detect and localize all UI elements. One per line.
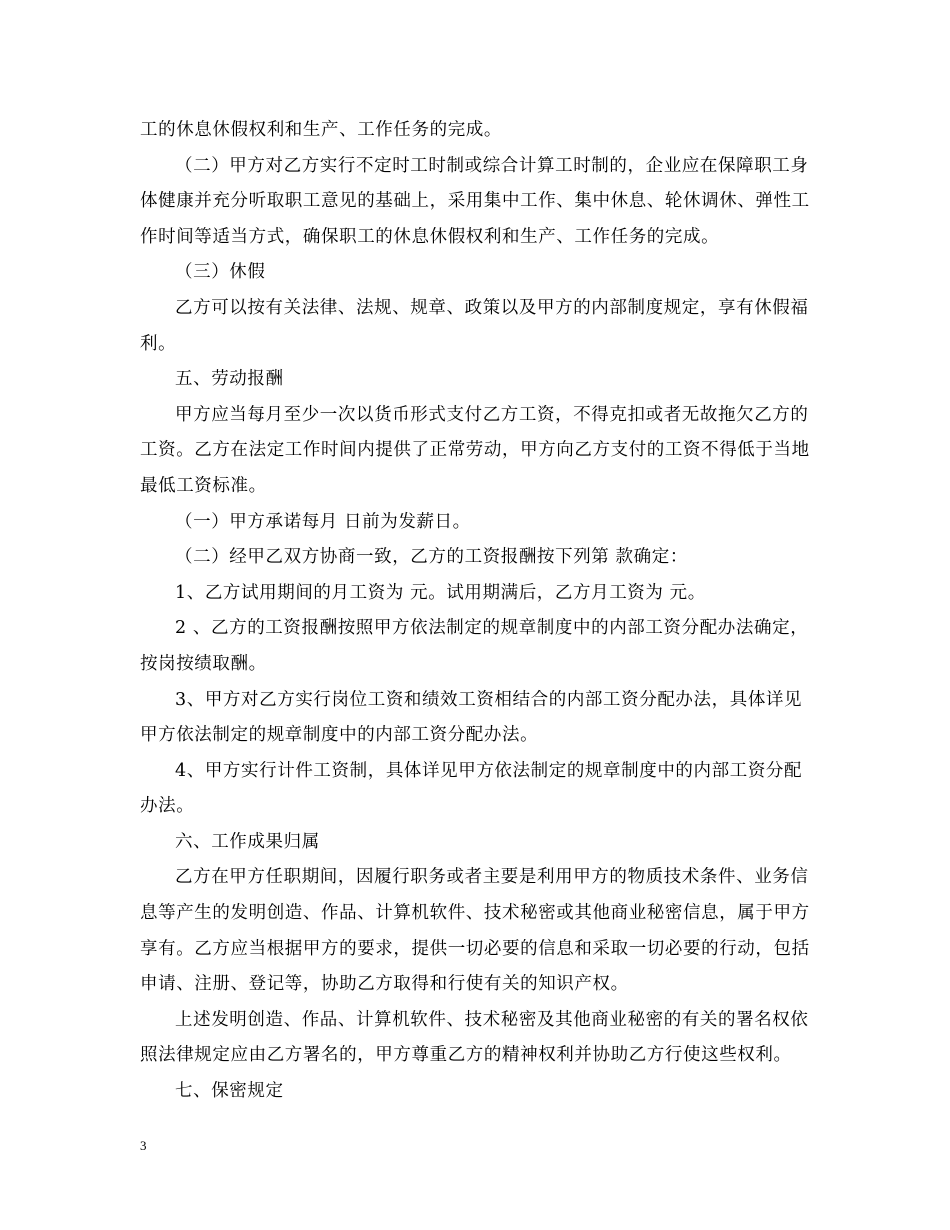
section-heading-confidentiality: 七、保密规定 [175, 1081, 284, 1102]
paragraph-vacation-benefits: 乙方可以按有关法律、法规、规章、政策以及甲方的内部制度规定，享有休假福利。 [140, 297, 809, 354]
heading-vacation: （三）休假 [175, 262, 266, 283]
section-heading-remuneration: 五、劳动报酬 [175, 369, 284, 390]
paragraph-wage-payment: 甲方应当每月至少一次以货币形式支付乙方工资，不得克扣或者无故拖欠乙方的工资。乙方在法定工作时间内提供了正常劳动，甲方向乙方支付的工资不得低于当地最低工资标准。 [140, 404, 810, 496]
clause-position-performance-wage: 3、甲方对乙方实行岗位工资和绩效工资相结合的内部工资分配办法，具体详见甲方依法制定的规章制度中的内部工资分配办法。 [140, 689, 803, 746]
section-heading-work-results: 六、工作成果归属 [175, 831, 320, 852]
paragraph-flexible-hours: （二）甲方对乙方实行不定时工时制或综合计算工时制的，企业应在保障职工身体健康并充分听取职工意见的基础上，采用集中工作、集中休息、轮休调休、弹性工作时间等适当方式，确保职工的休息休假权利和生产、工作任务的完成。 [140, 155, 810, 247]
document-body [140, 113, 820, 1110]
paragraph-ip-ownership: 乙方在甲方任职期间，因履行职务或者主要是利用甲方的物质技术条件、业务信息等产生的发明创造、作品、计算机软件、技术秘密或其他商业秘密信息，属于甲方享有。乙方应当根据甲方的要求，提供一切必要的信息和采取一切必要的行动，包括申请、注册、登记等，协助乙方取得和行使有关的知识产权。 [140, 867, 810, 995]
clause-piece-rate-wage: 4、甲方实行计件工资制，具体详见甲方依法制定的规章制度中的内部工资分配办法。 [140, 760, 803, 817]
paragraph-payday: （一）甲方承诺每月 日前为发薪日。 [175, 511, 471, 532]
clause-probation-wage: 1、乙方试用期间的月工资为 元。试用期满后，乙方月工资为 元。 [175, 582, 706, 603]
paragraph-wage-terms: （二）经甲乙双方协商一致，乙方的工资报酬按下列第 款确定： [175, 547, 688, 568]
paragraph-authorship-rights: 上述发明创造、作品、计算机软件、技术秘密及其他商业秘密的有关的署名权依照法律规定应由乙方署名的，甲方尊重乙方的精神权利并协助乙方行使这些权利。 [140, 1009, 809, 1066]
clause-internal-distribution: 2 、乙方的工资报酬按照甲方依法制定的规章制度中的内部工资分配办法确定，按岗按绩取酬。 [140, 618, 809, 674]
page-number: 3 [140, 1138, 147, 1153]
paragraph-continuation: 工的休息休假权利和生产、工作任务的完成。 [140, 120, 502, 140]
